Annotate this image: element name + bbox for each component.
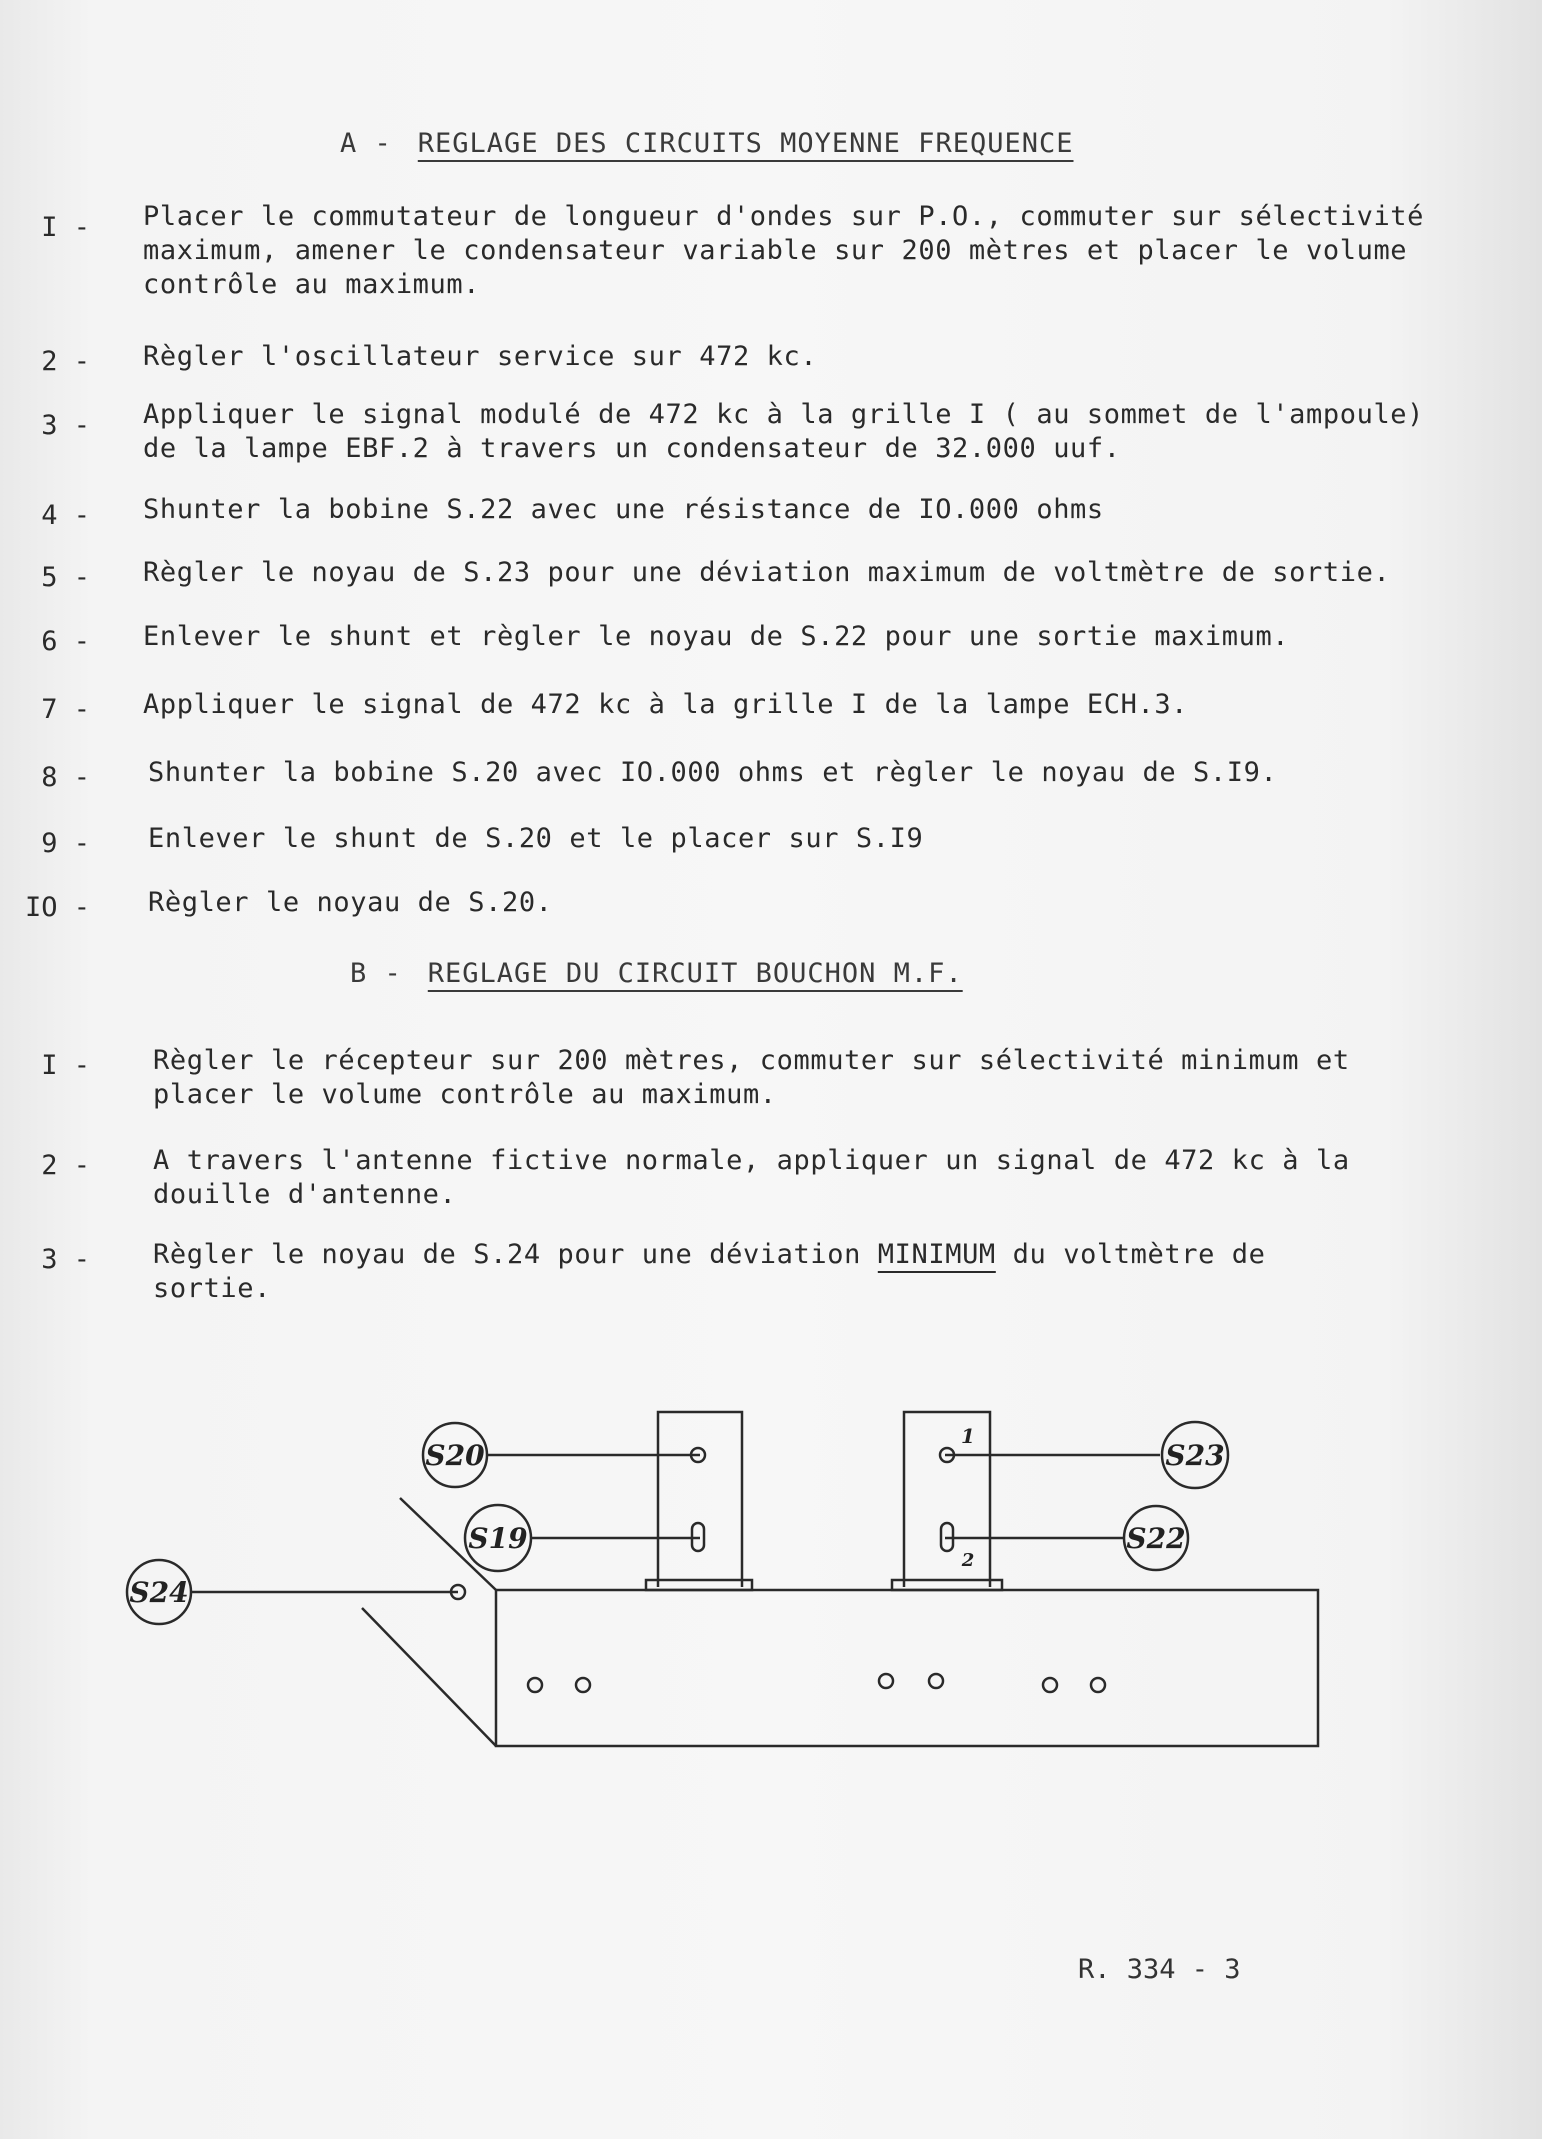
label-s24: S24 [129,1576,189,1609]
section-a-heading [340,128,1074,159]
step-a2-number: 2 - [41,346,90,377]
chassis-outline [496,1590,1318,1746]
step-a5-text: Règler le noyau de S.23 pour une déviation maximum de voltmètre de sortie. [143,557,1391,588]
section-b-letter: B - [350,958,402,989]
step-a5-number: 5 - [41,562,90,593]
step-a4-number: 4 - [41,500,90,531]
section-b-heading [350,958,963,989]
step-a8-text: Shunter la bobine S.20 avec IO.000 ohms et règler le noyau de S.I9. [148,757,1278,788]
step-b3-number: 3 - [41,1244,90,1275]
step-b2-number: 2 - [41,1150,90,1181]
left-transformer-can [658,1412,742,1587]
step-a6-number: 6 - [41,626,90,657]
step-a2-text: Règler l'oscillateur service sur 472 kc. [143,341,818,372]
pin-label-2: 2 [961,1550,975,1571]
step-a4-text: Shunter la bobine S.22 avec une résistance de IO.000 ohms [143,494,1104,525]
step-a10-number: IO - [24,892,90,923]
step-a6-text: Enlever le shunt et règler le noyau de S.22 pour une sortie maximum. [143,621,1290,652]
chassis-hole [1091,1678,1105,1692]
step-b3-emphasis: MINIMUM [877,1239,996,1270]
step-a9-number: 9 - [41,828,90,859]
step-a7-number: 7 - [41,694,90,725]
label-s19: S19 [468,1522,528,1555]
step-a3-number: 3 - [41,410,90,441]
chassis-hole [879,1674,893,1688]
chassis-hole [929,1674,943,1688]
right-transformer-can [904,1412,990,1587]
step-b1-number: I - [41,1050,90,1081]
label-s22: S22 [1126,1522,1186,1555]
step-a10-text: Règler le noyau de S.20. [148,887,553,918]
step-b1-text: Règler le récepteur sur 200 mètres, commuter sur sélectivité minimum et placer le volume contrôle au maximum. [153,1045,1350,1110]
step-a7-text: Appliquer le signal de 472 kc à la grille I de la lampe ECH.3. [143,689,1189,720]
step-a1-text: Placer le commutateur de longueur d'ondes sur P.O., commuter sur sélectivité maximum, amener le condensateur variable sur 200 mètres et placer le volume contrôle au maximum. [143,201,1425,300]
page-reference: R. 334 - 3 [1078,1954,1241,1985]
step-b3-text-after: du voltmètre de sortie. [153,1239,1266,1304]
section-b-title: REGLAGE DU CIRCUIT BOUCHON M.F. [427,958,963,989]
adjustment-diagram [0,1380,1542,1800]
section-a-letter: A - [340,128,392,159]
step-a8-number: 8 - [41,762,90,793]
step-b3-text-before: Règler le noyau de S.24 pour une déviation [153,1239,861,1270]
chassis-slant-bottom [362,1608,496,1746]
label-s23: S23 [1165,1439,1225,1472]
step-b2-text: A travers l'antenne fictive normale, appliquer un signal de 472 kc à la douille d'antenne. [153,1145,1350,1210]
step-b3-text [153,1238,1333,1306]
step-a3-text: Appliquer le signal modulé de 472 kc à la grille I ( au sommet de l'ampoule) de la lampe EBF.2 à travers un condensateur de 32.000 uuf. [143,399,1425,464]
label-s20: S20 [425,1439,485,1472]
chassis-hole [528,1678,542,1692]
right-transformer-base [892,1580,1002,1590]
pin-label-1: 1 [961,1424,975,1448]
step-a1-number: I - [41,212,90,243]
left-transformer-base [646,1580,752,1590]
section-a-title: REGLAGE DES CIRCUITS MOYENNE FREQUENCE [417,128,1074,159]
chassis-hole [576,1678,590,1692]
step-a9-text: Enlever le shunt de S.20 et le placer sur S.I9 [148,823,924,854]
chassis-hole [1043,1678,1057,1692]
